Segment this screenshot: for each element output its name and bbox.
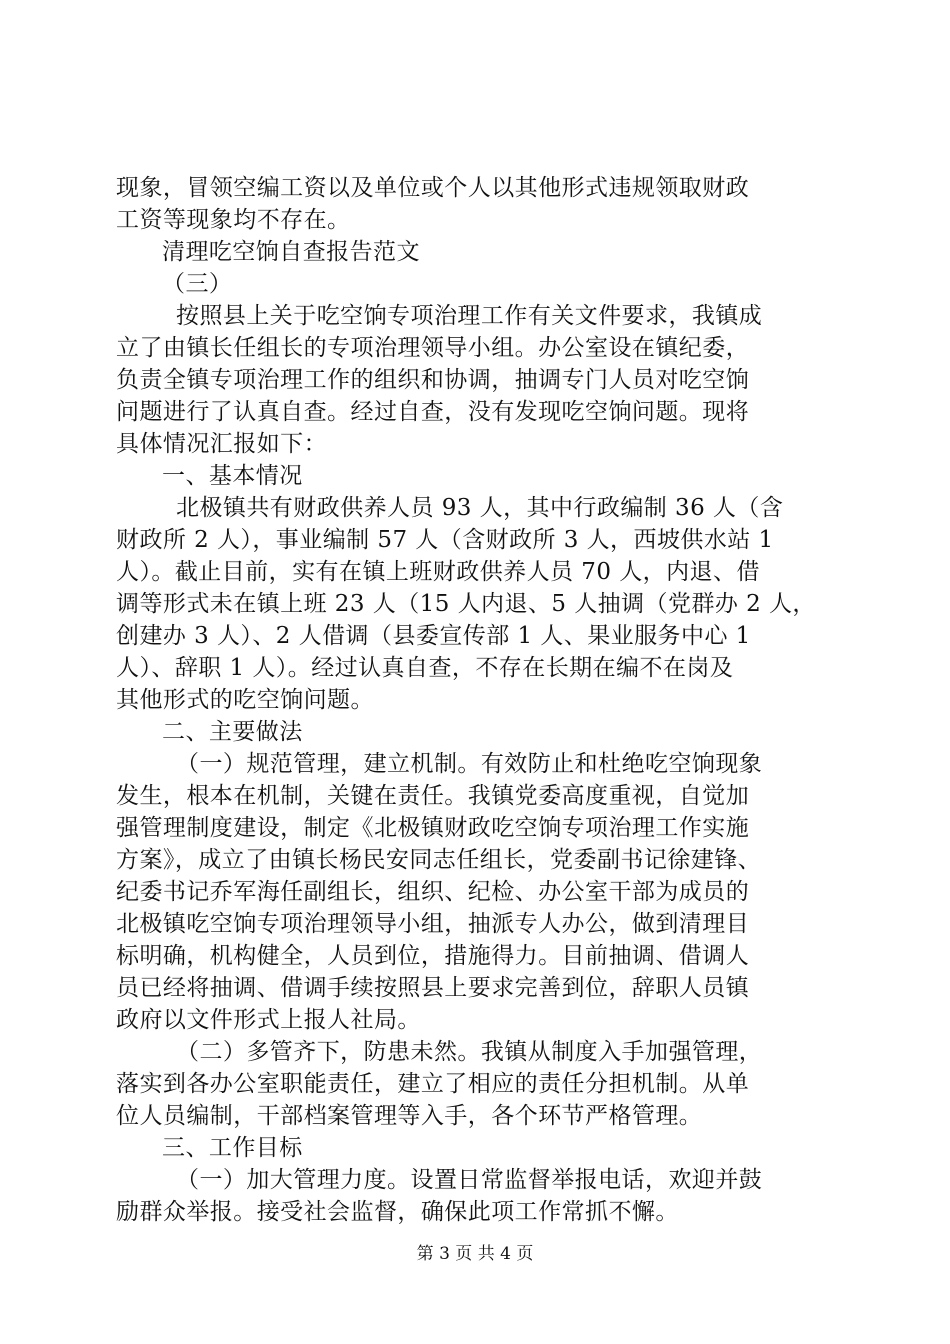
text-line: 位人员编制，干部档案管理等入手，各个环节严格管理。: [116, 1103, 703, 1129]
text-line: 政府以文件形式上报人社局。: [116, 1007, 421, 1033]
section-title: 清理吃空饷自查报告范文: [162, 239, 420, 265]
text-line: 纪委书记乔军海任副组长，组织、纪检、办公室干部为成员的: [116, 879, 750, 905]
document-body: [116, 172, 836, 1228]
text-line: 落实到各办公室职能责任，建立了相应的责任分担机制。从单: [116, 1071, 750, 1097]
text-line: 人）。截止目前，实有在镇上班财政供养人员 70 人，内退、借: [116, 559, 760, 585]
text-line: 立了由镇长任组长的专项治理领导小组。办公室设在镇纪委，: [116, 335, 750, 361]
text-line: 财政所 2 人），事业编制 57 人（含财政所 3 人，西坡供水站 1: [116, 527, 774, 553]
text-line: 励群众举报。接受社会监督，确保此项工作常抓不懈。: [116, 1199, 679, 1225]
paragraph-start: （二）多管齐下，防患未然。我镇从制度入手加强管理，: [176, 1039, 763, 1065]
heading-basic-situation: 一、基本情况: [162, 463, 303, 489]
text-line: 具体情况汇报如下：: [116, 431, 328, 457]
text-line: 方案》，成立了由镇长杨民安同志任组长，党委副书记徐建锋、: [116, 847, 762, 873]
text-line: 北极镇吃空饷专项治理领导小组，抽派专人办公，做到清理目: [116, 911, 750, 937]
paragraph-start: 北极镇共有财政供养人员 93 人，其中行政编制 36 人（含: [176, 495, 784, 521]
text-line: 现象，冒领空编工资以及单位或个人以其他形式违规领取财政: [116, 175, 750, 201]
text-line: 调等形式未在镇上班 23 人（15 人内退、5 人抽调（党群办 2 人，: [116, 591, 816, 617]
text-line: 问题进行了认真自查。经过自查，没有发现吃空饷问题。现将: [116, 399, 750, 425]
paragraph-start: （一）加大管理力度。设置日常监督举报电话，欢迎并鼓: [176, 1167, 763, 1193]
heading-main-practices: 二、主要做法: [162, 719, 303, 745]
text-line: 其他形式的吃空饷问题。: [116, 687, 374, 713]
paragraph-start: （一）规范管理，建立机制。有效防止和杜绝吃空饷现象: [176, 751, 763, 777]
text-line: 负责全镇专项治理工作的组织和协调，抽调专门人员对吃空饷: [116, 367, 750, 393]
paragraph-start: 按照县上关于吃空饷专项治理工作有关文件要求，我镇成: [176, 303, 763, 329]
heading-work-goals: 三、工作目标: [162, 1135, 303, 1161]
text-line: 员已经将抽调、借调手续按照县上要求完善到位，辞职人员镇: [116, 975, 750, 1001]
text-line: 工资等现象均不存在。: [116, 207, 351, 233]
text-line: 人）、辞职 1 人）。经过认真自查，不存在长期在编不在岗及: [116, 655, 734, 681]
section-number: （三）: [162, 271, 233, 297]
text-line: 强管理制度建设，制定《北极镇财政吃空饷专项治理工作实施: [116, 815, 750, 841]
text-line: 标明确，机构健全，人员到位，措施得力。目前抽调、借调人: [116, 943, 750, 969]
text-line: 创建办 3 人）、2 人借调（县委宣传部 1 人、果业服务中心 1: [116, 623, 751, 649]
text-line: 发生，根本在机制，关键在责任。我镇党委高度重视，自觉加: [116, 783, 750, 809]
page-number-footer: 第 3 页 共 4 页: [416, 1244, 534, 1264]
